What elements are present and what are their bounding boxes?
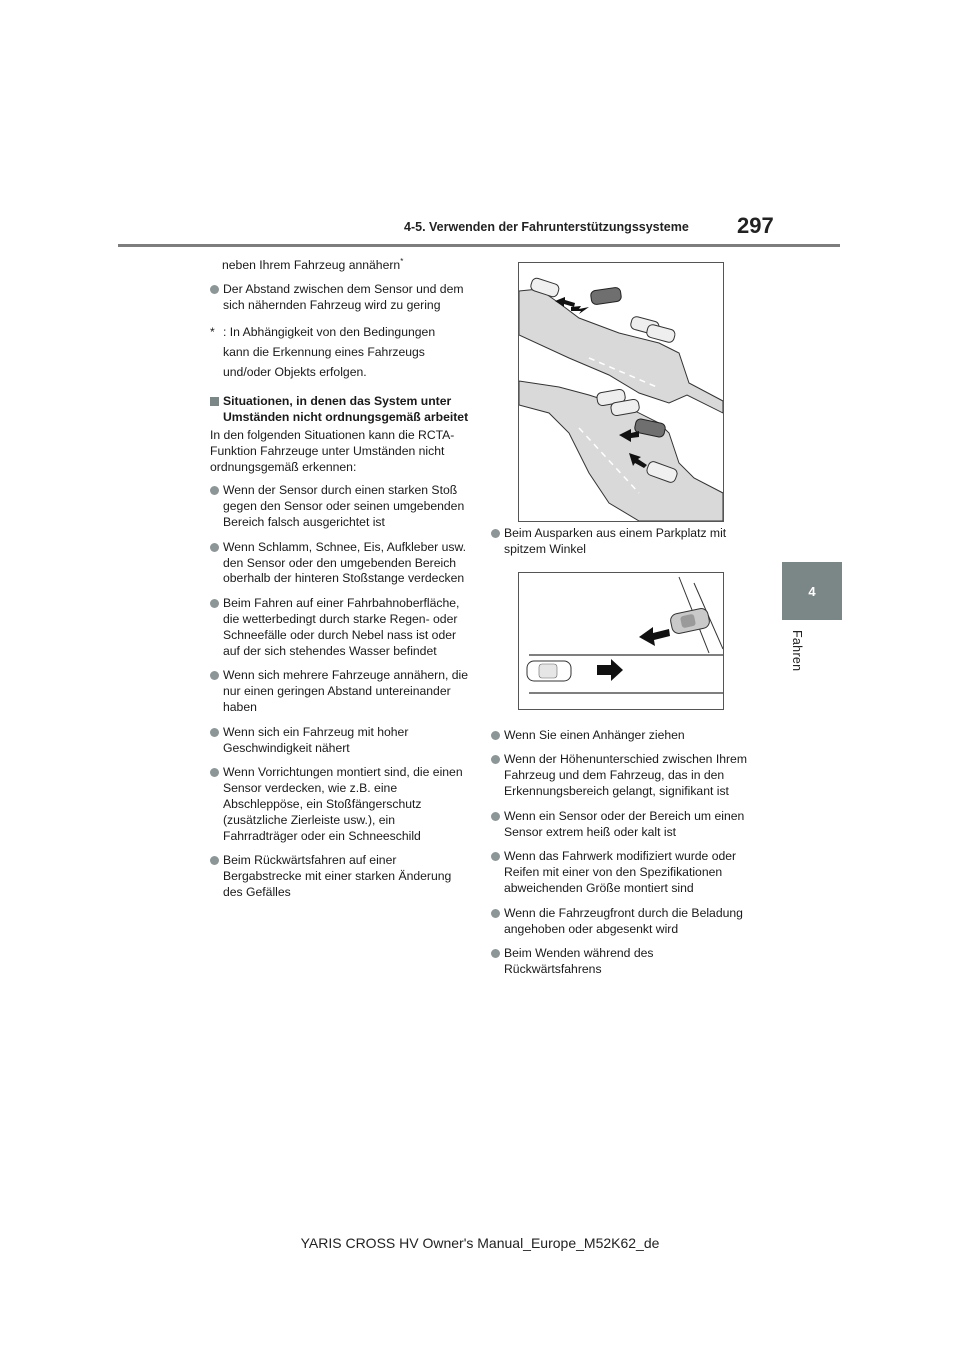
bullet-icon — [210, 671, 219, 680]
figure-sloped-road — [518, 262, 724, 522]
bullet-icon — [210, 599, 219, 608]
list-item: Wenn sich ein Fahrzeug mit hoher Geschwindigkeit nähert — [210, 725, 472, 757]
bullet-icon — [491, 909, 500, 918]
list-item: Beim Wenden während des Rückwärtsfahrens — [491, 946, 753, 978]
bullet-icon — [210, 856, 219, 865]
list-item: Beim Fahren auf einer Fahrbahnoberfläche, die wetterbedingt durch starke Regen- oder Schneefälle oder durch Nebel nass ist oder auf der sich stehendes Wasser befindet — [210, 596, 472, 659]
list-item: Wenn der Höhenunterschied zwischen Ihrem Fahrzeug und dem Fahrzeug, das in den Erkennungsbereich gelangt, signifikant ist — [491, 752, 753, 799]
chapter-label: Fahren — [790, 630, 804, 672]
list-item: Beim Ausparken aus einem Parkplatz mit spitzem Winkel — [491, 526, 753, 558]
continuation-text: neben Ihrem Fahrzeug annähern* — [222, 256, 404, 272]
list-item: Beim Rückwärtsfahren auf einer Bergabstrecke mit einer starken Änderung des Gefälles — [210, 853, 472, 900]
page-number: 297 — [737, 213, 774, 238]
footnote — [210, 322, 472, 382]
bullet-icon — [210, 285, 219, 294]
footnote-mark: * — [400, 256, 404, 266]
car-icon — [590, 287, 622, 305]
figure-spacer — [491, 558, 753, 728]
bullet-icon — [210, 486, 219, 495]
footnote-line: : In Abhängigkeit von den Bedingungen — [223, 325, 436, 340]
footnote-line: kann die Erkennung eines Fahrzeugs — [223, 345, 425, 360]
right-column — [491, 526, 753, 987]
bullet-icon — [491, 529, 500, 538]
footer-text: YARIS CROSS HV Owner's Manual_Europe_M52K62_de — [300, 1235, 660, 1251]
list-item: Wenn Vorrichtungen montiert sind, die einen Sensor verdecken, wie z.B. eine Abschleppöse, ein Stoßfängerschutz (zusätzliche Zierleiste usw.), ein Fahrradträger oder ein Schneeschild — [210, 765, 472, 844]
list-item: Wenn Sie einen Anhänger ziehen — [491, 728, 753, 744]
bullet-icon — [210, 728, 219, 737]
bullet-icon — [210, 768, 219, 777]
footnote-line: und/oder Objekts erfolgen. — [223, 365, 367, 380]
header-rule — [118, 244, 840, 247]
bullet-icon — [210, 543, 219, 552]
list-item: Wenn das Fahrwerk modifiziert wurde oder Reifen mit einer von den Spezifikationen abweichenden Größe montiert sind — [491, 849, 753, 896]
list-item: Wenn der Sensor durch einen starken Stoß gegen den Sensor oder seinen umgebenden Bereich falsch ausgerichtet ist — [210, 483, 472, 530]
bullet-icon — [491, 755, 500, 764]
bullet-icon — [491, 731, 500, 740]
list-item: Wenn Schlamm, Schnee, Eis, Aufkleber usw. den Sensor oder den umgebenden Bereich oberhalb der hinteren Stoßstange verdecken — [210, 540, 472, 587]
subheading: Situationen, in denen das System unter Umständen nicht ordnungsgemäß arbeitet — [210, 394, 472, 426]
bullet-icon — [491, 852, 500, 861]
list-item: Wenn ein Sensor oder der Bereich um einen Sensor extrem heiß oder kalt ist — [491, 809, 753, 841]
sloped-road-illustration — [519, 263, 723, 521]
list-item: Wenn die Fahrzeugfront durch die Beladung angehoben oder abgesenkt wird — [491, 906, 753, 938]
chapter-tab[interactable] — [782, 562, 842, 620]
section-title: 4-5. Verwenden der Fahrunterstützungssysteme — [404, 220, 689, 234]
bullet-icon — [491, 812, 500, 821]
chapter-number: 4 — [808, 584, 816, 599]
footnote-star: * — [210, 325, 215, 340]
square-bullet-icon — [210, 397, 219, 406]
left-column — [210, 258, 472, 910]
list-item: Wenn sich mehrere Fahrzeuge annähern, die nur einen geringen Abstand untereinander haben — [210, 668, 472, 715]
list-item: Der Abstand zwischen dem Sensor und dem sich nähernden Fahrzeug wird zu gering — [210, 282, 472, 314]
bullet-icon — [491, 949, 500, 958]
intro-paragraph: In den folgenden Situationen kann die RCTA-Funktion Fahrzeuge unter Umständen nicht ordnungsgemäß erkennen: — [210, 427, 455, 474]
